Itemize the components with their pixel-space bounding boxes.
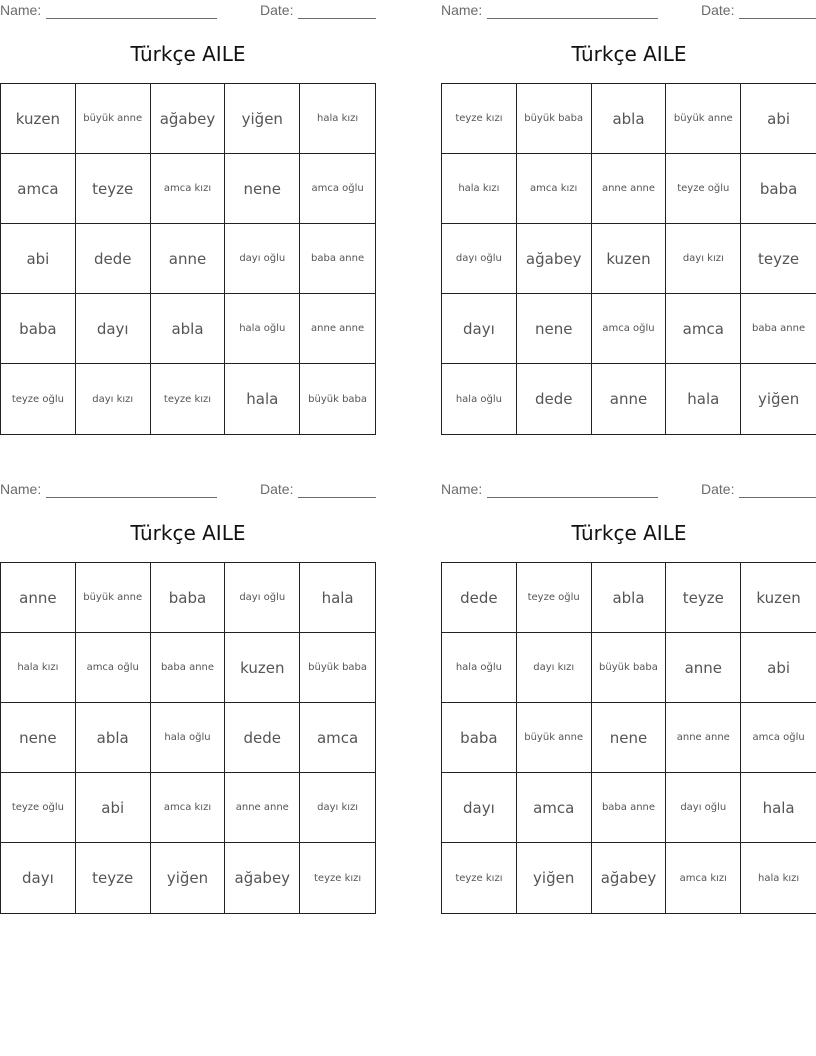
- bingo-cell: amca oğlu: [76, 633, 151, 703]
- bingo-cell: abla: [592, 84, 667, 154]
- bingo-cell: dayı oğlu: [225, 224, 300, 294]
- bingo-cell: teyze kızı: [442, 84, 517, 154]
- bingo-cell: ağabey: [592, 843, 667, 913]
- date-label: Date:: [701, 481, 735, 497]
- bingo-cell: teyze oğlu: [1, 364, 76, 434]
- bingo-cell: hala: [741, 773, 816, 843]
- bingo-cell: dede: [225, 703, 300, 773]
- bingo-cell: nene: [517, 294, 592, 364]
- bingo-cell: amca kızı: [151, 773, 226, 843]
- card-header: [0, 481, 376, 499]
- bingo-card-1: [0, 0, 376, 436]
- bingo-cell: amca: [517, 773, 592, 843]
- bingo-cell: amca kızı: [151, 154, 226, 224]
- bingo-cell: amca: [300, 703, 375, 773]
- bingo-cell: anne anne: [666, 703, 741, 773]
- bingo-cell: hala kızı: [1, 633, 76, 703]
- bingo-cell: yiğen: [151, 843, 226, 913]
- bingo-cell: büyük baba: [592, 633, 667, 703]
- bingo-cell: abi: [741, 84, 816, 154]
- bingo-cell: anne: [1, 563, 76, 633]
- bingo-cell: anne anne: [225, 773, 300, 843]
- bingo-cell: amca oğlu: [741, 703, 816, 773]
- bingo-cell: hala kızı: [300, 84, 375, 154]
- bingo-cell: baba: [442, 703, 517, 773]
- bingo-cell: dayı oğlu: [666, 773, 741, 843]
- bingo-cell: yiğen: [757, 390, 800, 408]
- bingo-cell: abla: [592, 563, 667, 633]
- bingo-cell: hala kızı: [442, 154, 517, 224]
- bingo-cell: abi: [741, 633, 816, 703]
- bingo-cell: baba: [151, 563, 226, 633]
- bingo-cell: abi: [1, 224, 76, 294]
- bingo-cell: kuzen: [225, 633, 300, 703]
- bingo-cell: hala oğlu: [151, 703, 226, 773]
- name-label: Name:: [0, 481, 42, 497]
- card-header: [441, 481, 816, 499]
- bingo-grid: [441, 562, 816, 914]
- bingo-cell: büyük baba: [308, 393, 368, 405]
- bingo-cell: dayı: [1, 843, 76, 913]
- date-label: Date:: [260, 2, 294, 18]
- date-field-line: [739, 497, 816, 498]
- bingo-cell: dayı: [76, 294, 151, 364]
- bingo-cell: amca oğlu: [300, 154, 375, 224]
- bingo-cell: dayı kızı: [517, 633, 592, 703]
- bingo-cell: dayı kızı: [666, 224, 741, 294]
- bingo-cell: büyük anne: [517, 703, 592, 773]
- bingo-card-2: [441, 0, 816, 436]
- bingo-cell: hala kızı: [758, 872, 800, 884]
- bingo-cell: amca kızı: [517, 154, 592, 224]
- bingo-cell: yiğen: [517, 843, 592, 913]
- date-field-line: [739, 18, 816, 19]
- bingo-cell: dayı oğlu: [225, 563, 300, 633]
- bingo-cell: dayı: [442, 294, 517, 364]
- bingo-cell: anne anne: [300, 294, 375, 364]
- name-field-line: [46, 18, 217, 19]
- bingo-cell: hala oğlu: [225, 294, 300, 364]
- bingo-cell: teyze oğlu: [1, 773, 76, 843]
- bingo-cell: abla: [76, 703, 151, 773]
- bingo-cell: teyze kızı: [314, 872, 362, 884]
- bingo-cell: baba anne: [741, 294, 816, 364]
- bingo-cell: baba: [1, 294, 76, 364]
- bingo-cell: teyze: [76, 843, 151, 913]
- bingo-cell: teyze kızı: [151, 364, 226, 434]
- bingo-cell: büyük anne: [76, 84, 151, 154]
- bingo-cell: anne: [666, 633, 741, 703]
- card-title: Türkçe AILE: [571, 521, 687, 545]
- date-field-line: [298, 497, 376, 498]
- bingo-cell: dede: [76, 224, 151, 294]
- bingo-cell: teyze kızı: [442, 843, 517, 913]
- bingo-cell: hala: [300, 563, 375, 633]
- bingo-cell: nene: [592, 703, 667, 773]
- bingo-grid: [0, 83, 376, 435]
- bingo-card-4: [441, 479, 816, 915]
- name-label: Name:: [441, 2, 483, 18]
- card-title: Türkçe AILE: [130, 42, 246, 66]
- bingo-cell: abla: [151, 294, 226, 364]
- bingo-cell: büyük baba: [517, 84, 592, 154]
- bingo-cell: nene: [225, 154, 300, 224]
- bingo-grid: [0, 562, 376, 914]
- bingo-cell: hala oğlu: [442, 364, 517, 434]
- date-label: Date:: [701, 2, 735, 18]
- bingo-cell: teyze oğlu: [517, 563, 592, 633]
- bingo-cell: kuzen: [1, 84, 76, 154]
- bingo-cell: hala oğlu: [442, 633, 517, 703]
- bingo-cell: ağabey: [517, 224, 592, 294]
- card-header: [441, 2, 816, 20]
- bingo-cell: amca kızı: [666, 843, 741, 913]
- name-label: Name:: [0, 2, 42, 18]
- bingo-cell: amca: [1, 154, 76, 224]
- bingo-cell: dayı kızı: [76, 364, 151, 434]
- bingo-cell: dayı: [442, 773, 517, 843]
- bingo-cell: anne: [592, 364, 667, 434]
- bingo-cell: büyük baba: [300, 633, 375, 703]
- card-title: Türkçe AILE: [130, 521, 246, 545]
- name-field-line: [487, 497, 658, 498]
- bingo-cell: dayı oğlu: [442, 224, 517, 294]
- bingo-cell: dayı kızı: [300, 773, 375, 843]
- bingo-cell: dede: [517, 364, 592, 434]
- bingo-cell: amca oğlu: [592, 294, 667, 364]
- bingo-cell: teyze: [666, 563, 741, 633]
- bingo-cell: teyze oğlu: [666, 154, 741, 224]
- bingo-cell: kuzen: [592, 224, 667, 294]
- card-header: [0, 2, 376, 20]
- bingo-cell: büyük anne: [76, 563, 151, 633]
- bingo-cell: ağabey: [225, 843, 300, 913]
- bingo-cell: nene: [1, 703, 76, 773]
- bingo-cell: baba anne: [300, 224, 375, 294]
- bingo-cell: dede: [442, 563, 517, 633]
- name-field-line: [487, 18, 658, 19]
- bingo-cell: baba: [741, 154, 816, 224]
- bingo-card-3: [0, 479, 376, 915]
- date-field-line: [298, 18, 376, 19]
- date-label: Date:: [260, 481, 294, 497]
- bingo-cell: teyze: [741, 224, 816, 294]
- bingo-cell: büyük anne: [666, 84, 741, 154]
- bingo-cell: anne anne: [592, 154, 667, 224]
- bingo-cell: yiğen: [225, 84, 300, 154]
- card-title: Türkçe AILE: [571, 42, 687, 66]
- bingo-cell: anne: [151, 224, 226, 294]
- name-field-line: [46, 497, 217, 498]
- bingo-cell: teyze: [76, 154, 151, 224]
- bingo-cell: ağabey: [151, 84, 226, 154]
- bingo-cell: hala: [225, 364, 300, 434]
- bingo-cell: amca: [666, 294, 741, 364]
- bingo-cell: baba anne: [151, 633, 226, 703]
- bingo-cell: hala: [666, 364, 741, 434]
- bingo-grid: [441, 83, 816, 435]
- bingo-cell: baba anne: [592, 773, 667, 843]
- bingo-cell: kuzen: [741, 563, 816, 633]
- name-label: Name:: [441, 481, 483, 497]
- bingo-cell: abi: [76, 773, 151, 843]
